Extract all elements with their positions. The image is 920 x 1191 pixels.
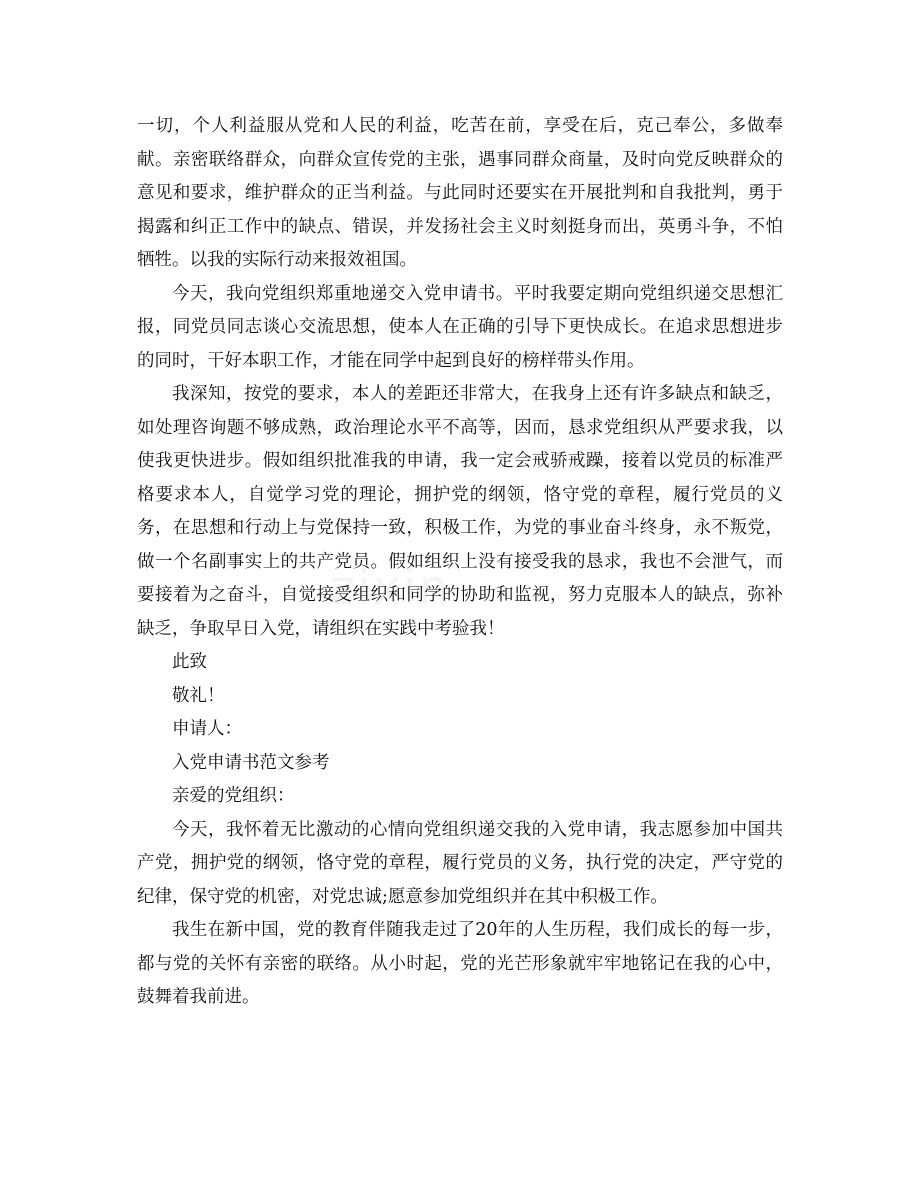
applicant-label: 申请人： <box>172 719 242 739</box>
paragraph-submission: 今天，我向党组织郑重地递交入党申请书。平时我要定期向党组织递交思想汇报，同党员同志谈心交流思想，使本人在正确的引导下更快成长。在追求思想进步的同时，干好本职工作，才能在同学中起到良好的榜样带头作用。 <box>137 283 783 371</box>
letter-greeting: 亲爱的党组织： <box>172 786 295 806</box>
paragraph-background: 我生在新中国，党的教育伴随我走过了20年的人生历程，我们成长的每一步，都与党的关怀有亲密的联络。从小时起，党的光芒形象就牢牢地铭记在我的心中，鼓舞着我前进。 <box>137 920 783 1007</box>
document-body <box>137 110 783 1015</box>
closing-jingli: 敬礼！ <box>172 685 225 706</box>
paragraph-self-reflection: 我深知，按党的要求，本人的差距还非常大，在我身上还有许多缺点和缺乏，如处理咨询题不够成熟，政治理论水平不高等，因而，恳求党组织从严要求我，以使我更快进步。假如组织批准我的申请，我一定会戒骄戒躁，接着以党员的标准严格要求本人，自觉学习党的理论，拥护党的纲领，恪守党的章程，履行党员的义务，在思想和行动上与党保持一致，积极工作，为党的事业奋斗终身，永不叛党，做一个名副事实上的共产党员。假如组织上没有接受我的恳求，我也不会泄气，而要接着为之奋斗，自觉接受组织和同学的协助和监视，努力克服本人的缺点，弥补缺乏，争取早日入党，请组织在实践中考验我！ <box>137 384 783 639</box>
closing-cizhi: 此致 <box>172 652 207 672</box>
section-heading: 入党申请书范文参考 <box>172 752 330 773</box>
paragraph-application: 今天，我怀着无比激动的心情向党组织递交我的入党申请，我志愿参加中国共产党，拥护党的纲领，恪守党的章程，履行党员的义务，执行党的决定，严守党的纪律，保守党的机密，对党忠诚;愿意参加党组织并在其中积极工作。 <box>137 819 783 907</box>
paragraph-continuation: 一切，个人利益服从党和人民的利益，吃苦在前，享受在后，克己奉公，多做奉献。亲密联络群众，向群众宣传党的主张，遇事同群众商量，及时向党反映群众的意见和要求，维护群众的正当利益。与此同时还要实在开展批判和自我批判，勇于揭露和纠正工作中的缺点、错误，并发扬社会主义时刻挺身而出，英勇斗争，不怕牺牲。以我的实际行动来报效祖国。 <box>137 116 783 270</box>
